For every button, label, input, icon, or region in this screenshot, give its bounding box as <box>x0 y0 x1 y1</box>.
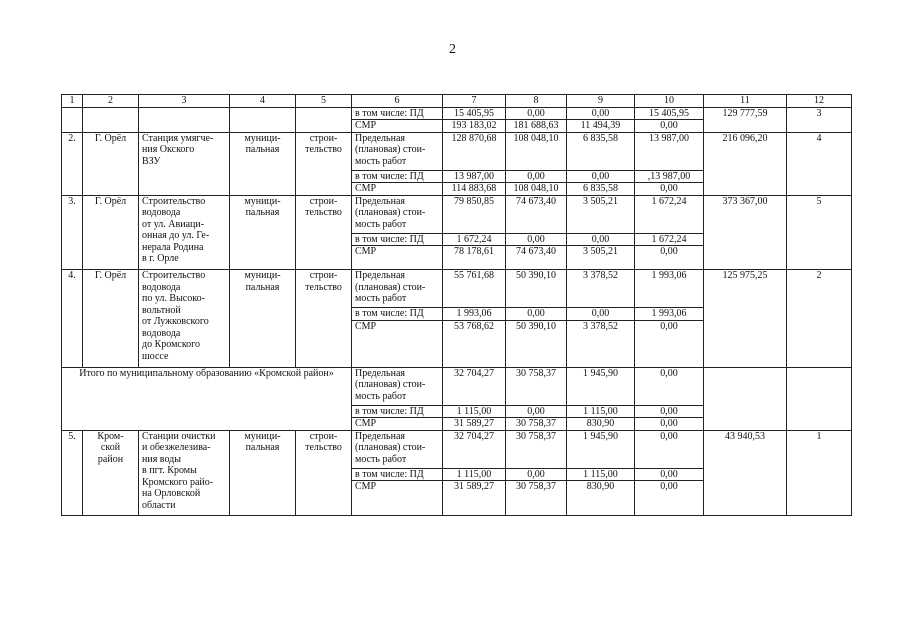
object-line: до Кромского <box>142 339 201 350</box>
header-cell: 1 <box>62 95 83 108</box>
cell-value: 1 672,24 <box>443 233 506 246</box>
label-line: (плановая) стои- <box>355 281 426 293</box>
object-line: на Орловской <box>142 488 201 499</box>
city-line: Кром- <box>97 430 124 442</box>
subtotal-label: Итого по муниципальному образованию «Кромской район» <box>62 367 352 430</box>
cell-value: 830,90 <box>567 481 635 516</box>
label-line: мость работ <box>355 293 407 304</box>
object-line: Станции очистки <box>142 430 216 442</box>
cell-value: 0,00 <box>635 367 704 405</box>
cell-value: 30 758,37 <box>506 418 567 431</box>
row-label: в том числе: ПД <box>352 107 443 120</box>
cell-value: 1 115,00 <box>443 405 506 418</box>
cell-value: 4 <box>787 132 852 195</box>
table-row <box>62 367 852 405</box>
cell-value: 830,90 <box>567 418 635 431</box>
work-type-line: строи- <box>309 195 338 207</box>
cell-value: 30 758,37 <box>506 430 567 468</box>
cell-value: 0,00 <box>567 233 635 246</box>
row-label: СМР <box>352 320 443 367</box>
cell-value: 1 993,06 <box>635 270 704 308</box>
cell-value: 0,00 <box>506 405 567 418</box>
ownership-cell <box>230 270 296 368</box>
cell-value: 31 589,27 <box>443 481 506 516</box>
cell-value: 78 178,61 <box>443 246 506 270</box>
object-line: ВЗУ <box>142 155 161 167</box>
ownership-line: пальная <box>245 144 280 155</box>
header-cell: 6 <box>352 95 443 108</box>
object-line: ния воды <box>142 453 181 465</box>
label-line: мость работ <box>355 155 407 167</box>
work-type-line: тельство <box>305 442 342 453</box>
object-cell <box>139 270 230 368</box>
cell-value: 1 945,90 <box>567 430 635 468</box>
cell-value: 0,00 <box>635 468 704 481</box>
header-cell: 4 <box>230 95 296 108</box>
cell-value: 1 945,90 <box>567 367 635 405</box>
table-row <box>62 195 852 233</box>
cell-value: 74 673,40 <box>506 195 567 233</box>
cell-value: 128 870,68 <box>443 132 506 170</box>
header-cell: 11 <box>704 95 787 108</box>
cell-value: 0,00 <box>506 107 567 120</box>
work-type-line: строи- <box>309 430 338 442</box>
cell-value: 2 <box>787 270 852 368</box>
label-line: мость работ <box>355 390 407 402</box>
object-line: от ул. Авиаци- <box>142 218 205 230</box>
cell-value: 0,00 <box>635 418 704 431</box>
cell-value: 0,00 <box>635 246 704 270</box>
row-number: 3. <box>62 195 83 270</box>
city-cell: Г. Орёл <box>83 132 139 195</box>
cell-value: 0,00 <box>506 468 567 481</box>
cell-value: 50 390,10 <box>506 320 567 367</box>
row-label <box>352 367 443 405</box>
row-label <box>352 270 443 308</box>
city-line: ской <box>100 442 121 453</box>
row-label: СМР <box>352 183 443 196</box>
page-number: 2 <box>449 42 456 57</box>
city-line: район <box>97 453 124 465</box>
cell-value: 1 115,00 <box>567 405 635 418</box>
ownership-line: муници- <box>244 430 281 442</box>
object-line: нерала Родина <box>142 241 204 253</box>
work-type-cell <box>296 430 352 516</box>
label-line: (плановая) стои- <box>355 207 426 218</box>
row-number: 4. <box>62 270 83 368</box>
cell-value: 108 048,10 <box>506 132 567 170</box>
cell-value: 6 835,58 <box>567 132 635 170</box>
object-line: от Лужковского <box>142 316 209 327</box>
label-line: мость работ <box>355 453 407 465</box>
object-line: Строительство <box>142 270 206 281</box>
cell-value: 30 758,37 <box>506 481 567 516</box>
label-line: Предельная <box>355 430 405 442</box>
cell-value: 6 835,58 <box>567 183 635 196</box>
ownership-cell <box>230 132 296 195</box>
header-cell: 7 <box>443 95 506 108</box>
ownership-line: муници- <box>244 270 281 281</box>
cell-value: 1 672,24 <box>635 195 704 233</box>
object-line: водовода <box>142 207 181 218</box>
header-cell: 9 <box>567 95 635 108</box>
row-label: в том числе: ПД <box>352 170 443 183</box>
header-cell: 12 <box>787 95 852 108</box>
cell-value: 11 494,39 <box>567 120 635 133</box>
cell-value: 0,00 <box>506 170 567 183</box>
cell-value: 373 367,00 <box>704 195 787 270</box>
cell-value: 0,00 <box>635 405 704 418</box>
header-cell: 3 <box>139 95 230 108</box>
cell-value: 3 378,52 <box>567 320 635 367</box>
object-line: водовода <box>142 281 181 293</box>
cell-value: 216 096,20 <box>704 132 787 195</box>
row-label: СМР <box>352 418 443 431</box>
header-cell: 10 <box>635 95 704 108</box>
ownership-line: муници- <box>244 195 281 207</box>
cell-value: 0,00 <box>567 107 635 120</box>
object-cell <box>139 430 230 516</box>
label-line: Предельная <box>355 195 405 207</box>
row-label: в том числе: ПД <box>352 468 443 481</box>
cell-value: 53 768,62 <box>443 320 506 367</box>
table-row <box>62 430 852 468</box>
label-line: (плановая) стои- <box>355 144 426 155</box>
row-label: в том числе: ПД <box>352 308 443 321</box>
city-cell: Г. Орёл <box>83 195 139 270</box>
row-number: 2. <box>62 132 83 195</box>
header-cell: 8 <box>506 95 567 108</box>
object-line: онная до ул. Ге- <box>142 230 210 241</box>
label-line: Предельная <box>355 367 405 379</box>
cell-value: 50 390,10 <box>506 270 567 308</box>
cell-value: 13 987,00 <box>635 132 704 170</box>
ownership-line: пальная <box>245 281 280 293</box>
cell-value: 1 115,00 <box>567 468 635 481</box>
cell-value: 79 850,85 <box>443 195 506 233</box>
cell-value: 0,00 <box>635 183 704 196</box>
ownership-line: пальная <box>245 207 280 218</box>
cell-value: 15 405,95 <box>635 107 704 120</box>
ownership-cell <box>230 430 296 516</box>
work-type-line: строи- <box>309 132 338 144</box>
cell-value: 3 378,52 <box>567 270 635 308</box>
cell-value: 0,00 <box>635 430 704 468</box>
cell-value: 0,00 <box>635 481 704 516</box>
work-type-line: тельство <box>305 144 342 155</box>
cell-value: 74 673,40 <box>506 246 567 270</box>
cell-value: 125 975,25 <box>704 270 787 368</box>
work-type-cell <box>296 132 352 195</box>
ownership-line: муници- <box>244 132 281 144</box>
table-row <box>62 107 852 120</box>
object-line: водовода <box>142 327 181 339</box>
object-line: шоссе <box>142 350 169 362</box>
object-line: в пгт. Кромы <box>142 465 197 476</box>
cell-value: 0,00 <box>506 308 567 321</box>
cell-value: 0,00 <box>635 320 704 367</box>
table-row <box>62 132 852 170</box>
row-label <box>352 195 443 233</box>
cell-value: 0,00 <box>635 120 704 133</box>
cell-value: 193 183,02 <box>443 120 506 133</box>
row-label: СМР <box>352 246 443 270</box>
label-line: (плановая) стои- <box>355 442 426 453</box>
object-line: вольтной <box>142 304 181 316</box>
table-row <box>62 270 852 308</box>
row-label: в том числе: ПД <box>352 233 443 246</box>
object-line: и обезжелезива- <box>142 442 211 453</box>
row-label: в том числе: ПД <box>352 405 443 418</box>
cell-value: 43 940,53 <box>704 430 787 516</box>
row-number: 5. <box>62 430 83 516</box>
work-type-line: тельство <box>305 281 342 293</box>
object-line: ния Окского <box>142 144 195 155</box>
cell-value: 1 <box>787 430 852 516</box>
cell-value: 3 505,21 <box>567 195 635 233</box>
object-cell <box>139 132 230 195</box>
object-line: по ул. Высоко- <box>142 293 205 304</box>
cell-value: 129 777,59 <box>704 107 787 132</box>
object-line: Строительство <box>142 195 206 207</box>
cell-value: 15 405,95 <box>443 107 506 120</box>
cell-value: 32 704,27 <box>443 430 506 468</box>
ownership-cell <box>230 195 296 270</box>
cell-value: 114 883,68 <box>443 183 506 196</box>
cell-value: 1 993,06 <box>635 308 704 321</box>
cell-value: 13 987,00 <box>443 170 506 183</box>
row-label: СМР <box>352 120 443 133</box>
row-label <box>352 430 443 468</box>
header-row <box>62 95 852 108</box>
cell-value: 3 <box>787 107 852 132</box>
cell-value: 0,00 <box>567 170 635 183</box>
label-line: (плановая) стои- <box>355 379 426 390</box>
work-type-cell <box>296 270 352 368</box>
work-type-cell <box>296 195 352 270</box>
cell-value: ,13 987,00 <box>635 170 704 183</box>
cell-value: 0,00 <box>506 233 567 246</box>
cell-value: 0,00 <box>567 308 635 321</box>
cell-value: 1 993,06 <box>443 308 506 321</box>
row-label <box>352 132 443 170</box>
cell-value: 31 589,27 <box>443 418 506 431</box>
label-line: Предельная <box>355 270 405 281</box>
cell-value: 30 758,37 <box>506 367 567 405</box>
cell-value: 32 704,27 <box>443 367 506 405</box>
cell-value: 55 761,68 <box>443 270 506 308</box>
header-cell: 5 <box>296 95 352 108</box>
city-cell: Г. Орёл <box>83 270 139 368</box>
investment-table <box>61 94 852 516</box>
cell-value: 1 672,24 <box>635 233 704 246</box>
city-cell <box>83 430 139 516</box>
cell-value: 108 048,10 <box>506 183 567 196</box>
cell-value: 181 688,63 <box>506 120 567 133</box>
cell-value: 1 115,00 <box>443 468 506 481</box>
work-type-line: тельство <box>305 207 342 218</box>
work-type-line: строи- <box>309 270 338 281</box>
object-line: Кромского райо- <box>142 476 214 488</box>
object-line: в г. Орле <box>142 253 179 264</box>
object-cell <box>139 195 230 270</box>
cell-value: 3 505,21 <box>567 246 635 270</box>
label-line: Предельная <box>355 132 405 144</box>
object-line: области <box>142 499 176 511</box>
object-line: Станция умягче- <box>142 132 214 144</box>
ownership-line: пальная <box>245 442 280 453</box>
header-cell: 2 <box>83 95 139 108</box>
label-line: мость работ <box>355 218 407 230</box>
row-label: СМР <box>352 481 443 516</box>
cell-value: 5 <box>787 195 852 270</box>
